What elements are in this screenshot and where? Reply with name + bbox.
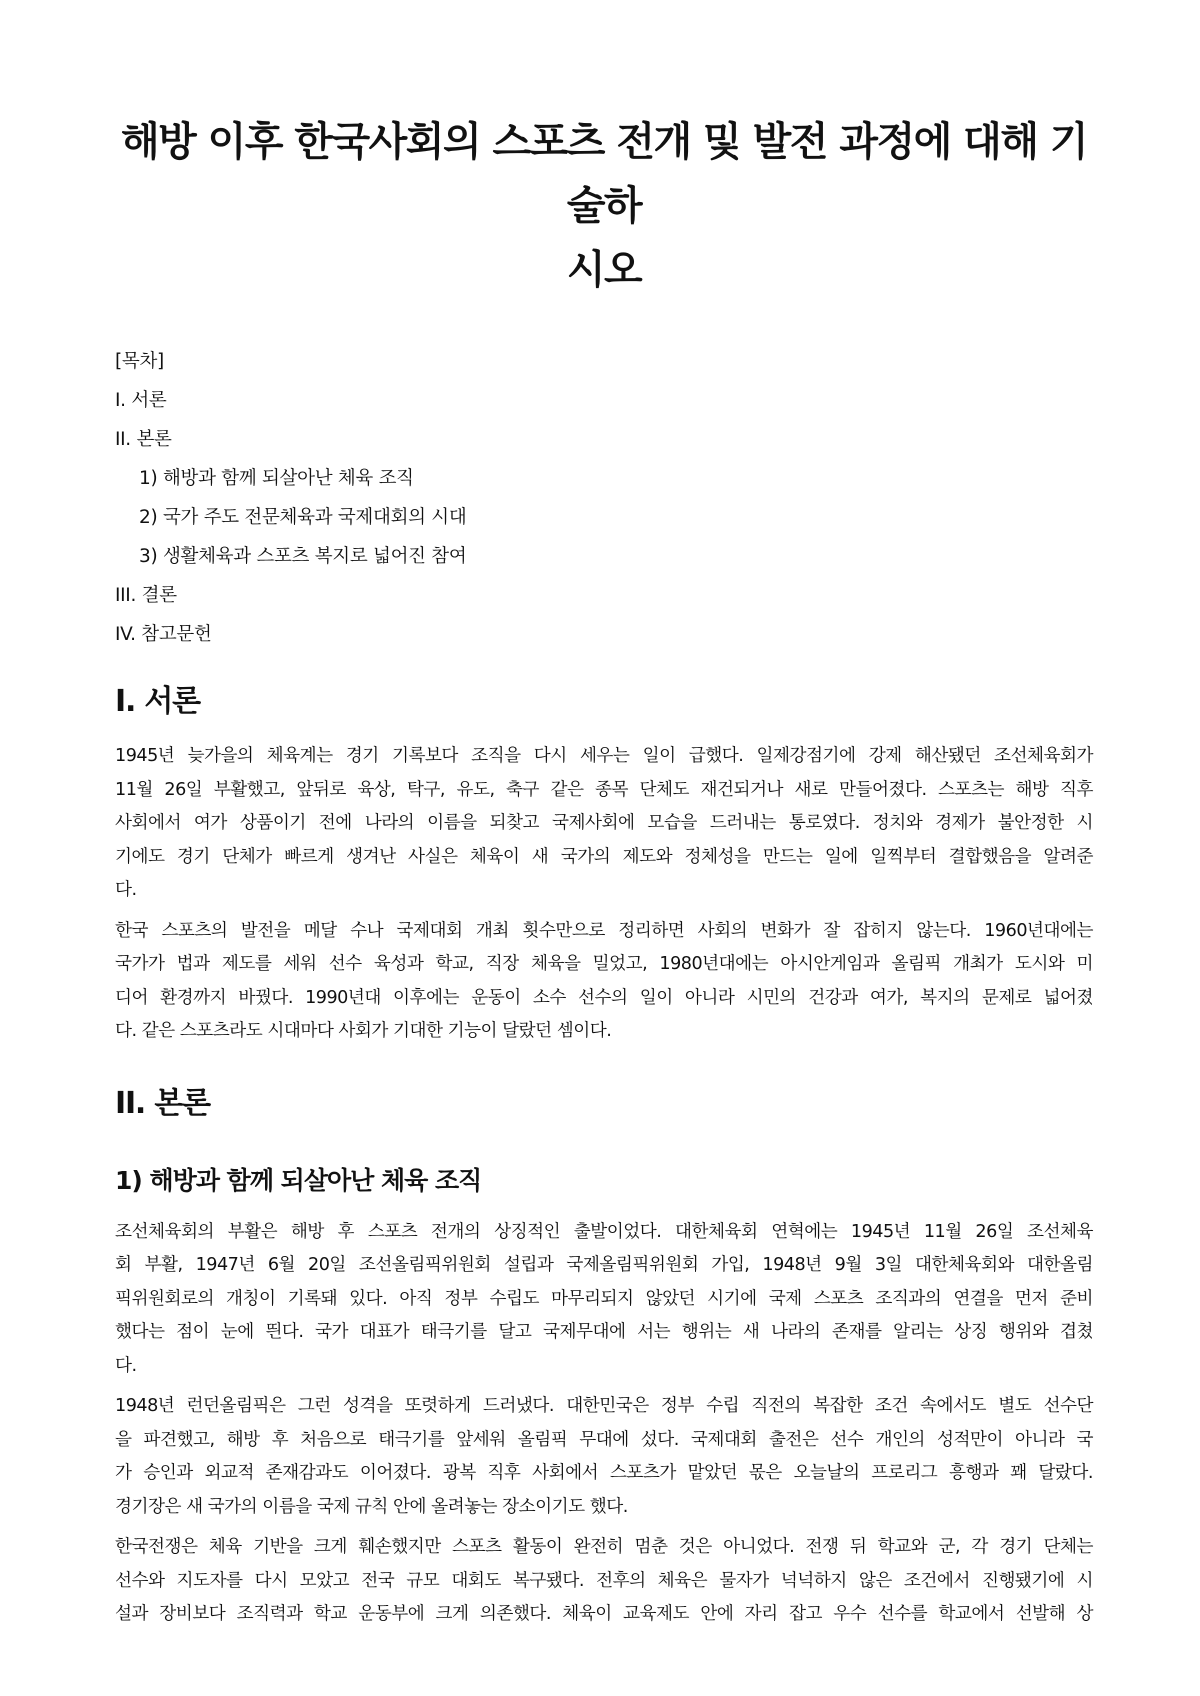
intro-paragraph-1 xyxy=(115,740,1093,908)
section-heading-body: II. 본론 xyxy=(115,1085,210,1121)
toc-heading: [목차] xyxy=(115,351,164,372)
paragraph-line: 한국 스포츠의 발전을 메달 수나 국제대회 개최 횟수만으로 정리하면 사회의 변화가 잘 잡히지 않는다. 1960년대에는 xyxy=(115,920,1093,941)
document-title xyxy=(115,110,1093,302)
paragraph-line: 다. 같은 스포츠라도 시대마다 사회가 기대한 기능이 달랐던 셈이다. xyxy=(115,1021,612,1041)
body-1-paragraph-1 xyxy=(115,1216,1093,1384)
paragraph-line: 을 파견했고, 해방 후 처음으로 태극기를 앞세워 올림픽 무대에 섰다. 국제대회 출전은 선수 개인의 성적만이 아니라 국 xyxy=(115,1429,1093,1450)
toc-item-body-3: 3) 생활체육과 스포츠 복지로 넓어진 참여 xyxy=(139,546,467,567)
body-1-paragraph-3 xyxy=(115,1531,1093,1632)
toc-item-intro: I. 서론 xyxy=(115,390,167,411)
paragraph-line: 한국전쟁은 체육 기반을 크게 훼손했지만 스포츠 활동이 완전히 멈춘 것은 아니었다. 전쟁 뒤 학교와 군, 각 경기 단체는 xyxy=(115,1537,1093,1557)
paragraph-line: 1945년 늦가을의 체육계는 경기 기록보다 조직을 다시 세우는 일이 급했다. 일제강점기에 강제 해산됐던 조선체육회가 xyxy=(115,746,1093,766)
paragraph-line: 국가가 법과 제도를 세워 선수 육성과 학교, 직장 체육을 밀었고, 1980년대에는 아시안게임과 올림픽 개최가 도시와 미 xyxy=(115,954,1093,974)
toc-item-conclusion: III. 결론 xyxy=(115,585,177,606)
toc-item-body-1: 1) 해방과 함께 되살아난 체육 조직 xyxy=(139,468,414,489)
section-heading-intro: I. 서론 xyxy=(115,684,200,719)
paragraph-line: 1948년 런던올림픽은 그런 성격을 또렷하게 드러냈다. 대한민국은 정부 수립 직전의 복잡한 조건 속에서도 별도 선수단 xyxy=(115,1396,1093,1416)
toc-item-body: II. 본론 xyxy=(115,429,172,450)
paragraph-line: 회 부활, 1947년 6월 20일 조선올림픽위원회 설립과 국제올림픽위원회 가입, 1948년 9월 3일 대한체육회와 대한올림 xyxy=(115,1255,1093,1275)
document-title-line-1: 해방 이후 한국사회의 스포츠 전개 및 발전 과정에 대해 기술하 xyxy=(120,119,1088,229)
paragraph-line: 경기장은 새 국가의 이름을 국제 규칙 안에 올려놓는 장소이기도 했다. xyxy=(115,1496,628,1517)
paragraph-line: 픽위원회로의 개칭이 기록돼 있다. 아직 정부 수립도 마무리되지 않았던 시기에 국제 스포츠 조직과의 연결을 먼저 준비 xyxy=(115,1288,1093,1309)
document-page xyxy=(115,0,1093,1632)
paragraph-line: 기에도 경기 단체가 빠르게 생겨난 사실은 체육이 새 국가의 제도와 정체성을 만드는 일에 일찍부터 결합했음을 알려준 xyxy=(115,846,1093,867)
intro-paragraph-2 xyxy=(115,915,1093,1049)
paragraph-line: 디어 환경까지 바꿨다. 1990년대 이후에는 운동이 소수 선수의 일이 아니라 시민의 건강과 여가, 복지의 문제로 넓어졌 xyxy=(115,987,1093,1008)
paragraph-line: 조선체육회의 부활은 해방 후 스포츠 전개의 상징적인 출발이었다. 대한체육회 연혁에는 1945년 11월 26일 조선체육 xyxy=(115,1221,1093,1242)
paragraph-line: 가 승인과 외교적 존재감과도 이어졌다. 광복 직후 사회에서 스포츠가 맡았던 몫은 오늘날의 프로리그 흥행과 꽤 달랐다. xyxy=(115,1463,1093,1483)
paragraph-line: 11월 26일 부활했고, 앞뒤로 육상, 탁구, 유도, 축구 같은 종목 단체도 재건되거나 새로 만들어졌다. 스포츠는 해방 직후 xyxy=(115,779,1093,800)
paragraph-line: 설과 장비보다 조직력과 학교 운동부에 크게 의존했다. 체육이 교육제도 안에 자리 잡고 우수 선수를 학교에서 선발해 상 xyxy=(115,1604,1093,1624)
subsection-heading-body-1: 1) 해방과 함께 되살아난 체육 조직 xyxy=(115,1165,482,1195)
paragraph-line: 했다는 점이 눈에 띈다. 국가 대표가 태극기를 달고 국제무대에 서는 행위는 새 나라의 존재를 알리는 상징 행위와 겹쳤 xyxy=(115,1322,1093,1342)
toc-item-body-2: 2) 국가 주도 전문체육과 국제대회의 시대 xyxy=(139,507,467,528)
paragraph-line: 다. xyxy=(115,880,137,900)
toc-item-references: IV. 참고문헌 xyxy=(115,624,212,645)
paragraph-line: 선수와 지도자를 다시 모았고 전국 규모 대회도 복구됐다. 전후의 체육은 물자가 넉넉하지 않은 조건에서 진행됐기에 시 xyxy=(115,1570,1093,1591)
document-title-line-2: 시오 xyxy=(566,247,642,293)
paragraph-line: 다. xyxy=(115,1355,137,1376)
paragraph-line: 사회에서 여가 상품이기 전에 나라의 이름을 되찾고 국제사회에 모습을 드러내는 통로였다. 정치와 경제가 불안정한 시 xyxy=(115,813,1093,833)
table-of-contents xyxy=(115,342,1093,654)
body-1-paragraph-2 xyxy=(115,1390,1093,1524)
